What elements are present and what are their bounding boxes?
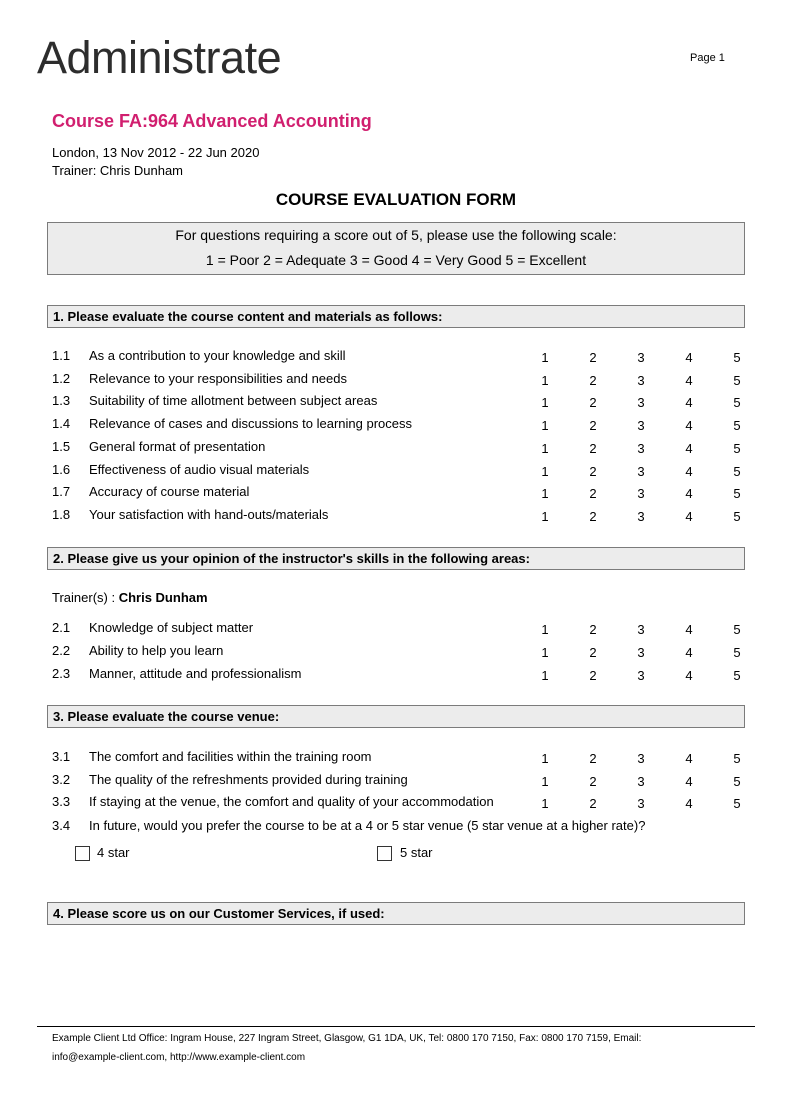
- option-5-star-checkbox[interactable]: [377, 846, 392, 861]
- question-text: The quality of the refreshments provided during training: [89, 771, 408, 787]
- course-title: Course FA:964 Advanced Accounting: [52, 111, 372, 131]
- score-option-4[interactable]: 4: [685, 796, 693, 812]
- score-option-1[interactable]: 1: [541, 622, 549, 637]
- question-row-3-4: [52, 818, 752, 838]
- score-option-2[interactable]: 2: [589, 440, 597, 456]
- score-option-5[interactable]: 5: [733, 463, 741, 479]
- option-4-star-checkbox[interactable]: [75, 846, 90, 861]
- section-4-heading: 4. Please score us on our Customer Services, if used:: [47, 902, 745, 925]
- score-option-3[interactable]: 3: [637, 508, 645, 524]
- question-text: Relevance to your responsibilities and needs: [89, 370, 347, 386]
- score-option-5[interactable]: 5: [733, 440, 741, 456]
- score-option-3[interactable]: 3: [637, 463, 645, 479]
- question-text: Your satisfaction with hand-outs/materials: [89, 506, 329, 522]
- question-row-1-1: [52, 348, 752, 368]
- scale-instruction: For questions requiring a score out of 5, please use the following scale:: [175, 227, 617, 243]
- score-option-5[interactable]: 5: [733, 486, 741, 502]
- question-text: General format of presentation: [89, 438, 266, 454]
- question-text: Relevance of cases and discussions to learning process: [89, 416, 413, 432]
- score-option-4[interactable]: 4: [685, 751, 693, 766]
- question-row-1-2: [52, 371, 752, 391]
- score-option-2[interactable]: 2: [589, 796, 597, 812]
- score-option-4[interactable]: 4: [685, 440, 693, 456]
- question-number: 3.2: [52, 771, 71, 787]
- score-option-2[interactable]: 2: [589, 372, 597, 388]
- score-option-2[interactable]: 2: [589, 773, 597, 789]
- score-option-5[interactable]: 5: [733, 751, 741, 766]
- question-text: Ability to help you learn: [89, 642, 224, 658]
- score-option-3[interactable]: 3: [637, 751, 645, 766]
- score-option-2[interactable]: 2: [589, 395, 597, 411]
- course-trainer: Trainer: Chris Dunham: [52, 163, 184, 178]
- score-option-3[interactable]: 3: [637, 418, 645, 434]
- score-option-1[interactable]: 1: [541, 418, 549, 434]
- question-text: The comfort and facilities within the training room: [89, 749, 372, 764]
- score-option-1[interactable]: 1: [541, 486, 549, 502]
- score-option-3[interactable]: 3: [637, 486, 645, 502]
- question-number: 1.1: [52, 348, 71, 363]
- course-location-dates: London, 13 Nov 2012 - 22 Jun 2020: [52, 145, 260, 160]
- trainer-label: Trainer(s) :: [52, 590, 119, 605]
- score-option-2[interactable]: 2: [589, 508, 597, 524]
- question-row-1-8: [52, 507, 752, 527]
- score-option-1[interactable]: 1: [541, 395, 549, 411]
- question-text: Accuracy of course material: [89, 484, 250, 500]
- score-option-1[interactable]: 1: [541, 463, 549, 479]
- score-option-2[interactable]: 2: [589, 644, 597, 660]
- score-option-5[interactable]: 5: [733, 418, 741, 434]
- question-row-1-6: [52, 462, 752, 482]
- question-number: 2.1: [52, 620, 71, 635]
- question-text: If staying at the venue, the comfort and quality of your accommodation: [89, 794, 494, 810]
- score-option-5[interactable]: 5: [733, 395, 741, 411]
- footer-contact: info@example-client.com, http://www.example-client.com: [52, 1052, 306, 1063]
- score-option-1[interactable]: 1: [541, 440, 549, 456]
- score-option-1[interactable]: 1: [541, 796, 549, 812]
- scale-legend: 1 = Poor 2 = Adequate 3 = Good 4 = Very Good 5 = Excellent: [205, 252, 587, 268]
- question-number: 1.4: [52, 416, 71, 432]
- option-4-star-label: 4 star: [97, 845, 130, 860]
- section-2-heading: 2. Please give us your opinion of the instructor's skills in the following areas:: [47, 547, 745, 570]
- score-option-2[interactable]: 2: [589, 350, 597, 365]
- score-option-4[interactable]: 4: [685, 667, 693, 683]
- question-number: 1.5: [52, 438, 71, 454]
- score-option-2[interactable]: 2: [589, 418, 597, 434]
- footer-address: Example Client Ltd Office: Ingram House, 227 Ingram Street, Glasgow, G1 1DA, UK, Tel: 0800 170 7150, Fax: 0800 170 7159, Email:: [52, 1033, 642, 1044]
- score-option-4[interactable]: 4: [685, 486, 693, 502]
- page-number: Page 1: [690, 52, 725, 64]
- score-option-4[interactable]: 4: [685, 773, 693, 789]
- footer-divider: [37, 1026, 755, 1027]
- score-option-3[interactable]: 3: [637, 350, 645, 365]
- question-number: 3.4: [52, 818, 71, 833]
- score-option-1[interactable]: 1: [541, 350, 549, 365]
- question-row-3-3: [52, 794, 752, 814]
- score-option-3[interactable]: 3: [637, 644, 645, 660]
- question-row-3-1: [52, 749, 752, 769]
- score-option-4[interactable]: 4: [685, 463, 693, 479]
- score-option-3[interactable]: 3: [637, 667, 645, 683]
- score-option-5[interactable]: 5: [733, 372, 741, 388]
- question-row-3-2: [52, 772, 752, 792]
- question-text: Manner, attitude and professionalism: [89, 665, 302, 681]
- question-row-1-4: [52, 416, 752, 436]
- section-1-heading: 1. Please evaluate the course content and materials as follows:: [47, 305, 745, 328]
- question-row-2-2: [52, 643, 752, 663]
- question-text: In future, would you prefer the course to be at a 4 or 5 star venue (5 star venue at a higher rate)?: [89, 818, 646, 833]
- score-option-4[interactable]: 4: [685, 372, 693, 388]
- score-option-2[interactable]: 2: [589, 751, 597, 766]
- form-title: COURSE EVALUATION FORM: [275, 190, 517, 209]
- score-option-3[interactable]: 3: [637, 773, 645, 789]
- question-number: 3.1: [52, 749, 71, 764]
- score-option-5[interactable]: 5: [733, 350, 741, 365]
- question-number: 3.3: [52, 794, 71, 810]
- question-number: 2.3: [52, 665, 71, 681]
- score-option-1[interactable]: 1: [541, 773, 549, 789]
- section-2-trainer: [52, 590, 208, 605]
- score-option-3[interactable]: 3: [637, 622, 645, 637]
- score-option-4[interactable]: 4: [685, 508, 693, 524]
- score-option-4[interactable]: 4: [685, 644, 693, 660]
- question-number: 1.8: [52, 506, 71, 522]
- score-option-1[interactable]: 1: [541, 372, 549, 388]
- question-number: 1.3: [52, 393, 71, 409]
- question-number: 1.2: [52, 370, 71, 386]
- score-option-2[interactable]: 2: [589, 622, 597, 637]
- score-option-1[interactable]: 1: [541, 508, 549, 524]
- section-3-heading: 3. Please evaluate the course venue:: [47, 705, 745, 728]
- score-option-4[interactable]: 4: [685, 350, 693, 365]
- logo: Administrate: [37, 32, 282, 83]
- score-option-5[interactable]: 5: [733, 796, 741, 812]
- score-option-5[interactable]: 5: [733, 644, 741, 660]
- score-option-5[interactable]: 5: [733, 667, 741, 683]
- scale-box: [47, 222, 745, 275]
- question-text: Suitability of time allotment between subject areas: [89, 393, 378, 409]
- question-row-1-5: [52, 439, 752, 459]
- score-option-1[interactable]: 1: [541, 644, 549, 660]
- question-row-2-3: [52, 666, 752, 686]
- question-row-1-7: [52, 484, 752, 504]
- score-option-5[interactable]: 5: [733, 622, 741, 637]
- score-option-4[interactable]: 4: [685, 418, 693, 434]
- question-text: Effectiveness of audio visual materials: [89, 461, 310, 477]
- score-option-2[interactable]: 2: [589, 667, 597, 683]
- question-number: 1.7: [52, 484, 71, 500]
- trainer-name: Chris Dunham: [118, 590, 208, 605]
- score-option-3[interactable]: 3: [637, 395, 645, 411]
- score-option-3[interactable]: 3: [637, 372, 645, 388]
- score-option-4[interactable]: 4: [685, 395, 693, 411]
- question-number: 2.2: [52, 642, 71, 658]
- option-5-star-label: 5 star: [400, 845, 433, 860]
- question-text: As a contribution to your knowledge and skill: [89, 348, 346, 363]
- question-number: 1.6: [52, 461, 71, 477]
- question-text: Knowledge of subject matter: [89, 620, 254, 635]
- score-option-2[interactable]: 2: [589, 486, 597, 502]
- score-option-3[interactable]: 3: [637, 796, 645, 812]
- score-option-1[interactable]: 1: [541, 667, 549, 683]
- score-option-3[interactable]: 3: [637, 440, 645, 456]
- question-row-2-1: [52, 620, 752, 640]
- score-option-5[interactable]: 5: [733, 508, 741, 524]
- question-row-1-3: [52, 393, 752, 413]
- score-option-4[interactable]: 4: [685, 622, 693, 637]
- score-option-5[interactable]: 5: [733, 773, 741, 789]
- score-option-2[interactable]: 2: [589, 463, 597, 479]
- score-option-1[interactable]: 1: [541, 751, 549, 766]
